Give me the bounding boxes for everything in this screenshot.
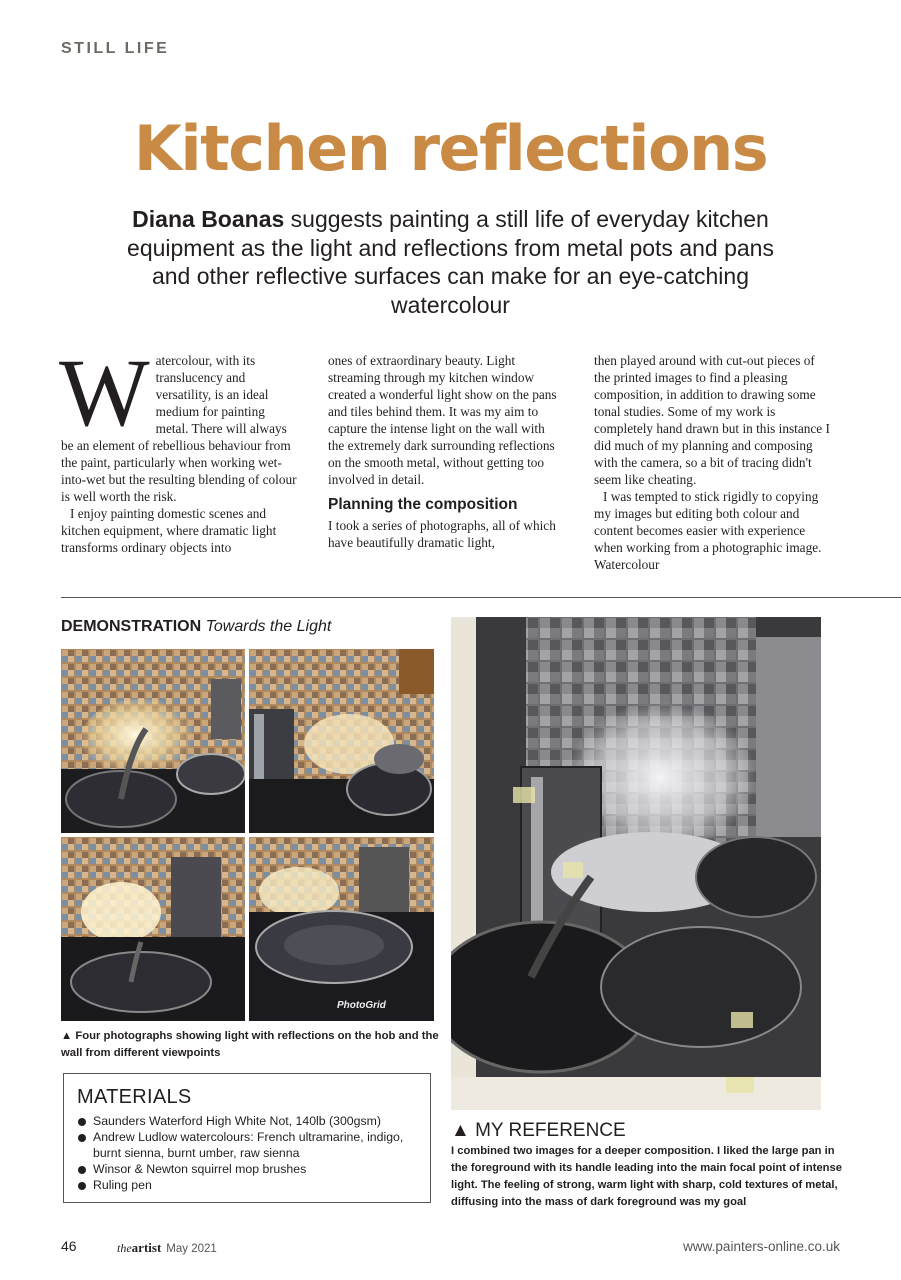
section-label: STILL LIFE	[61, 40, 170, 57]
materials-item: Andrew Ludlow watercolours: French ultramarine, indigo, burnt sienna, burnt umber, raw sienna	[78, 1130, 418, 1161]
page-number: 46	[61, 1238, 77, 1254]
photo-hob-1	[61, 649, 245, 833]
col1-paragraph-1: atercolour, with its translucency and versatility, is an ideal medium for painting metal. There will always be an element of rebellious behaviour from the paint, particularly when working wet-into-wet but the resulting blending of colour is well worth the risk.	[61, 353, 297, 504]
photo-watermark: PhotoGrid	[337, 1000, 386, 1011]
body-column-2	[328, 352, 564, 551]
photo-hob-4	[249, 837, 434, 1021]
demonstration-name: Towards the Light	[205, 618, 332, 635]
section-divider	[61, 597, 901, 598]
drop-cap: W	[59, 339, 150, 446]
materials-list	[78, 1114, 418, 1194]
col3-paragraph-1: then played around with cut-out pieces of the printed images to find a pleasing composition, in addition to drawing some tonal studies. Some of my work is completely hand drawn but in this instance I did much of my planning and composing with the camera, so a bit of tracing didn't seem like cheating.	[594, 353, 830, 487]
demonstration-label: DEMONSTRATION	[61, 618, 202, 635]
materials-item: Winsor & Newton squirrel mop brushes	[78, 1162, 418, 1178]
standfirst	[110, 205, 791, 319]
body-column-3	[594, 352, 830, 573]
col2-paragraph-1: ones of extraordinary beauty. Light streaming through my kitchen window created a wonderful light show on the pans and tiles behind them. It was my aim to capture the intense light on the wall with the extremely dark surrounding reflections on the smooth metal, without getting too involved in detail.	[328, 353, 557, 487]
magazine-logo	[117, 1240, 217, 1256]
magazine-name: artist	[131, 1240, 162, 1255]
materials-item: Ruling pen	[78, 1178, 418, 1194]
materials-box	[63, 1073, 431, 1203]
col3-paragraph-2: I was tempted to stick rigidly to copying my images but editing both colour and content becomes easier with experience when working from a photographic image. Watercolour	[594, 489, 822, 572]
col2-paragraph-2: I took a series of photographs, all of which have beautifully dramatic light,	[328, 518, 556, 550]
body-column-1	[59, 339, 297, 556]
article-title: Kitchen reflections	[133, 112, 768, 185]
issue-date: May 2021	[166, 1243, 217, 1255]
materials-title: MATERIALS	[77, 1086, 192, 1108]
reference-caption: I combined two images for a deeper composition. I liked the large pan in the foreground with its handle leading into the main focal point of intense light. The feeling of strong, warm light with sharp, cold textures of metal, diffusing into the mass of dark foreground was my goal	[451, 1145, 842, 1208]
photos-caption: ▲ Four photographs showing light with reflections on the hob and the wall from different viewpoints	[61, 1030, 439, 1059]
footer-url[interactable]: www.painters-online.co.uk	[683, 1239, 840, 1254]
author-name: Diana Boanas	[132, 206, 285, 232]
photo-hob-3	[61, 837, 245, 1021]
reference-title: ▲ MY REFERENCE	[451, 1120, 626, 1141]
standfirst-text: suggests painting a still life of everyday kitchen equipment as the light and reflections from metal pots and pans and other reflective surfaces can make for an eye-catching watercolour	[127, 206, 774, 318]
subheading-planning: Planning the composition	[328, 496, 518, 513]
photo-hob-2	[249, 649, 434, 833]
magazine-the: the	[117, 1241, 132, 1255]
reference-image	[451, 617, 821, 1110]
materials-item: Saunders Waterford High White Not, 140lb (300gsm)	[78, 1114, 418, 1130]
col1-paragraph-2: I enjoy painting domestic scenes and kitchen equipment, where dramatic light transforms ordinary objects into	[61, 506, 277, 555]
demonstration-heading	[61, 618, 331, 636]
